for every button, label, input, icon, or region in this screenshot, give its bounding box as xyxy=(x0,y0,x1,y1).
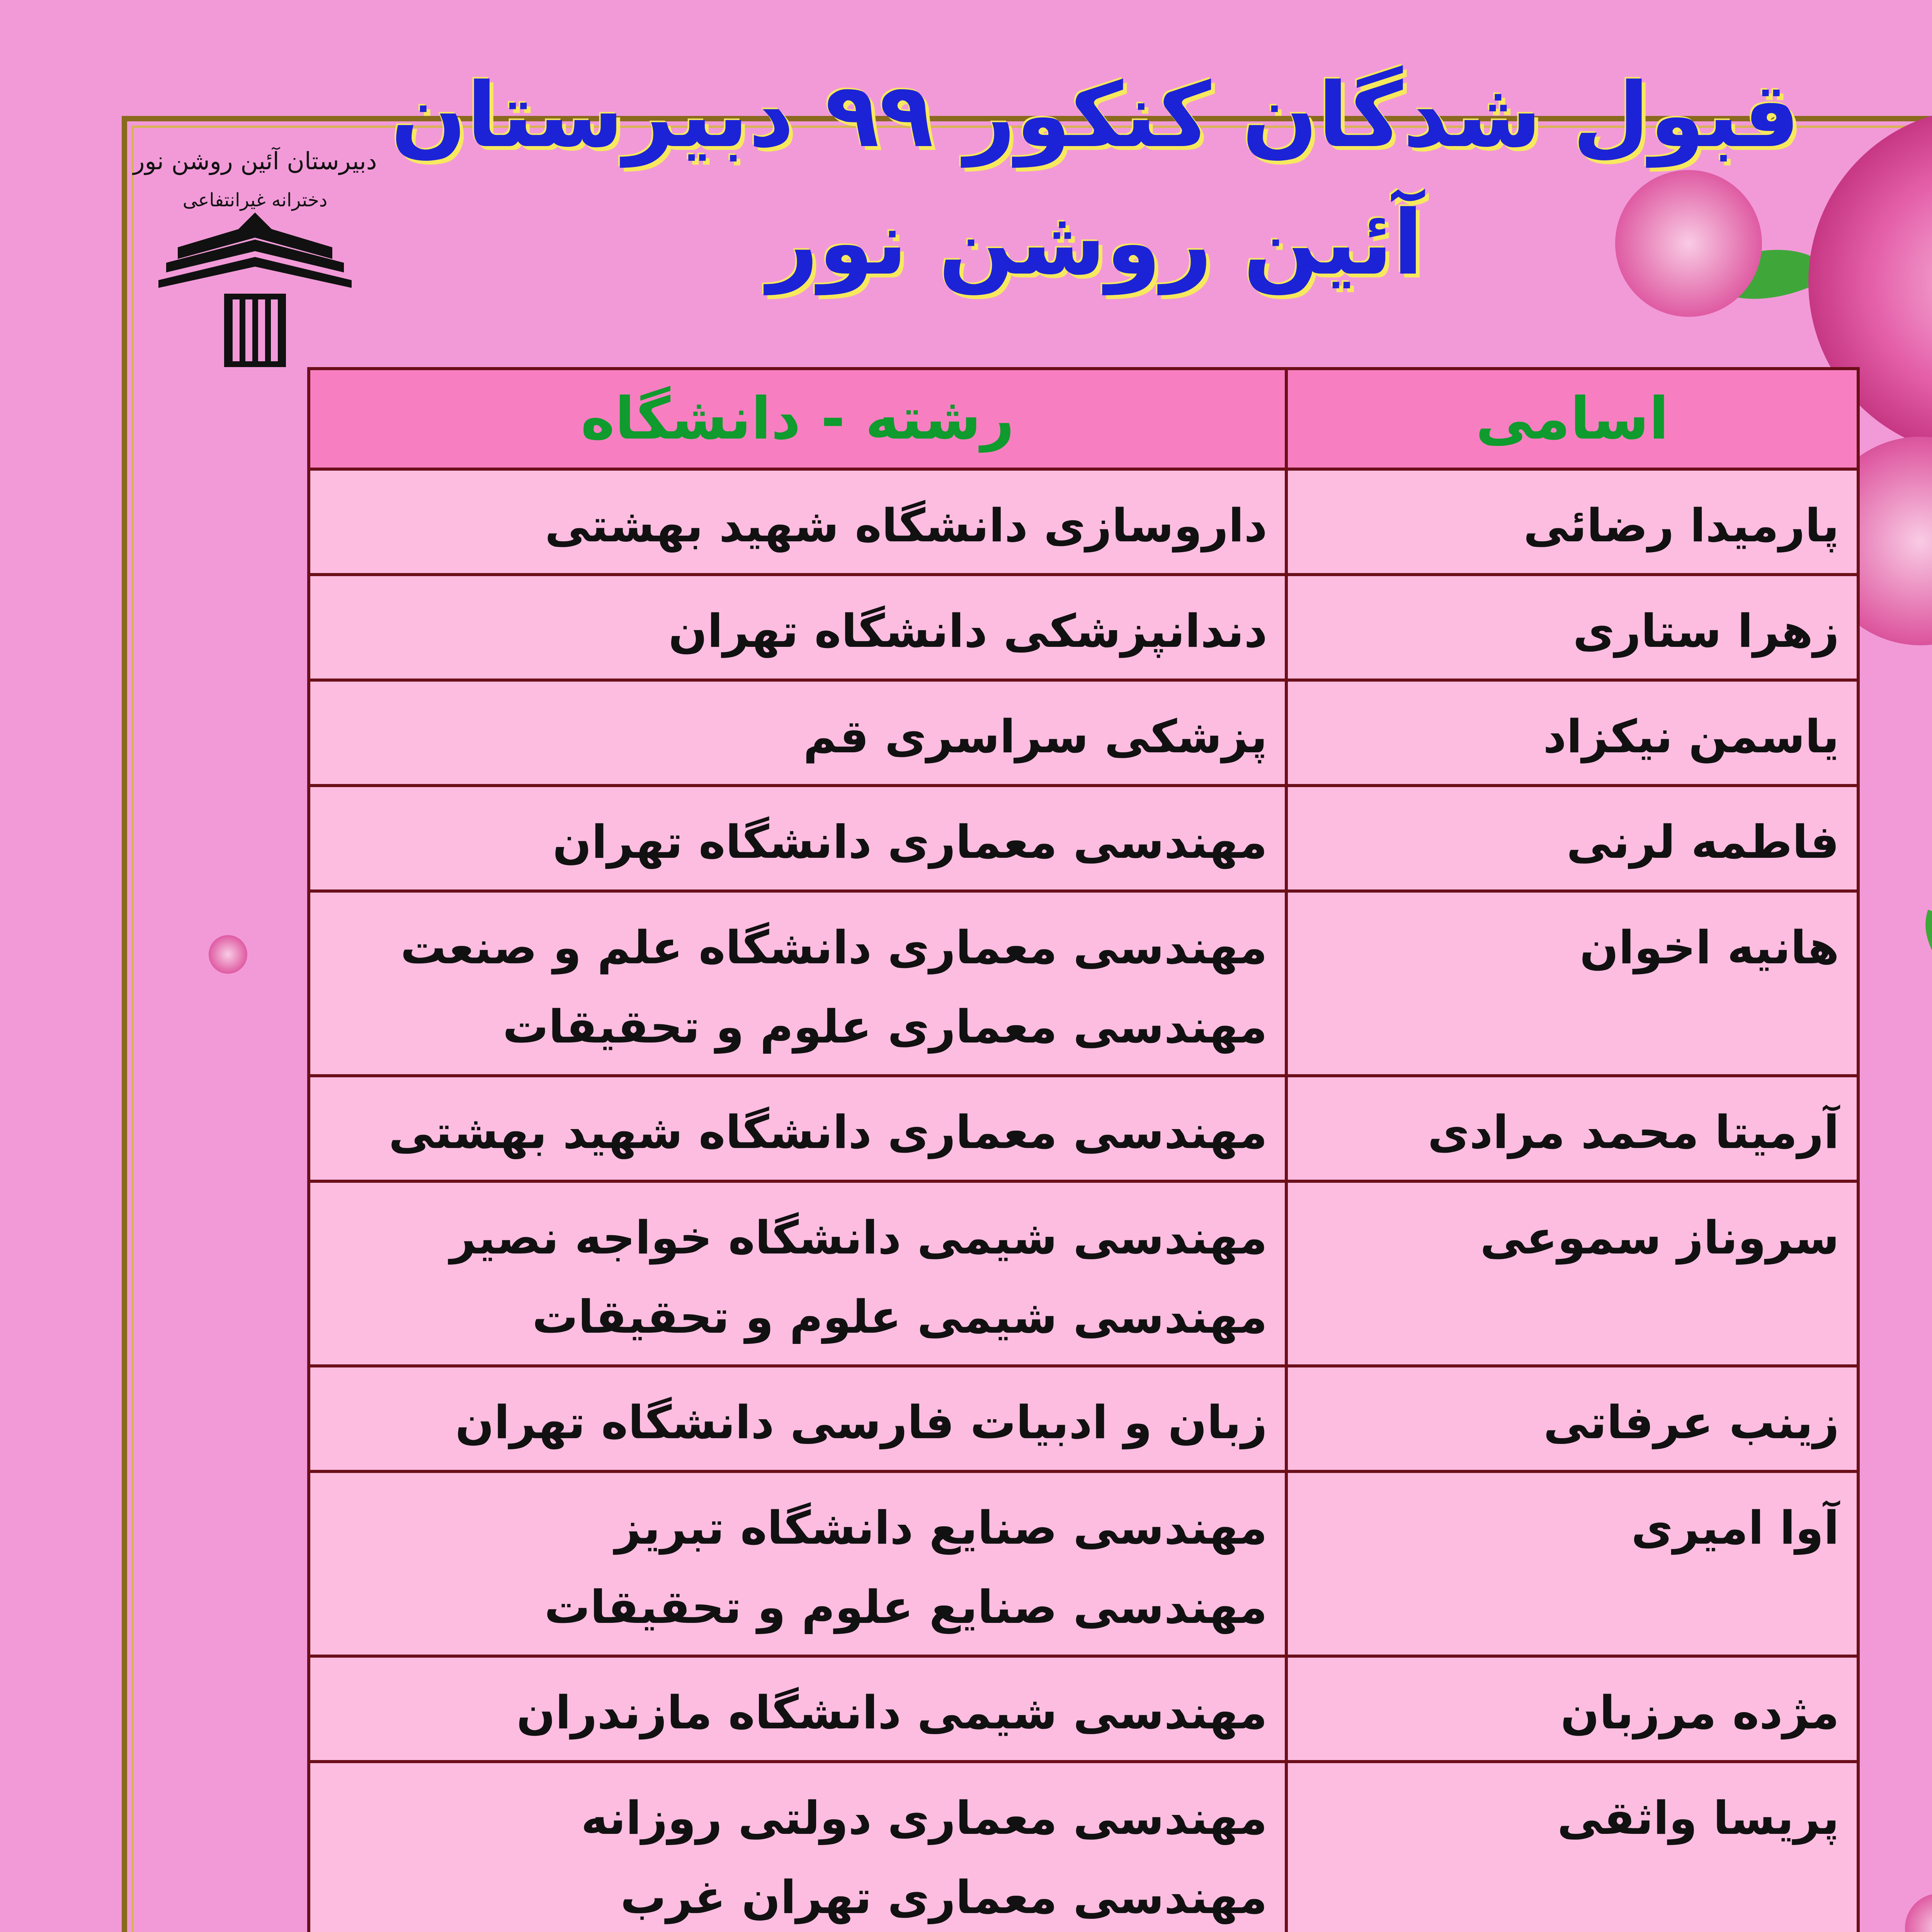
field-university-cell xyxy=(309,786,1286,891)
field-university-cell xyxy=(309,1471,1286,1656)
field-university: مهندسی شیمی علوم و تحقیقات xyxy=(532,1290,1267,1344)
field-university-cell xyxy=(309,680,1286,786)
table-row xyxy=(309,1181,1858,1366)
field-university: مهندسی صنایع دانشگاه تبریز xyxy=(615,1501,1267,1554)
student-name: هانیه اخوان xyxy=(1286,891,1858,1076)
page-title: قبول شدگان کنکور ۹۹ دبیرستان xyxy=(391,64,1800,167)
field-university-cell xyxy=(309,575,1286,680)
table-row xyxy=(309,786,1858,891)
logo-school-name: دبیرستان آئین روشن نور xyxy=(133,147,377,175)
field-university-cell xyxy=(309,1762,1286,1932)
field-university: پزشکی سراسری قم xyxy=(803,710,1267,763)
field-university: مهندسی معماری علوم و تحقیقات xyxy=(502,1000,1267,1053)
student-name: سروناز سموعی xyxy=(1286,1181,1858,1366)
field-university-cell xyxy=(309,469,1286,575)
table-row xyxy=(309,1366,1858,1471)
student-name: زینب عرفاتی xyxy=(1286,1366,1858,1471)
field-university-cell xyxy=(309,1076,1286,1181)
field-university-cell xyxy=(309,1656,1286,1762)
field-university: مهندسی شیمی دانشگاه خواجه نصیر xyxy=(450,1211,1267,1264)
student-name: زهرا ستاری xyxy=(1286,575,1858,680)
table-row xyxy=(309,1471,1858,1656)
admissions-table xyxy=(307,367,1860,1932)
field-university: مهندسی معماری تهران غرب xyxy=(620,1871,1267,1924)
table-row xyxy=(309,1762,1858,1932)
student-name: آوا امیری xyxy=(1286,1471,1858,1656)
field-university: مهندسی صنایع علوم و تحقیقات xyxy=(544,1580,1267,1634)
table-header-row xyxy=(309,369,1858,469)
field-university: زبان و ادبیات فارسی دانشگاه تهران xyxy=(455,1396,1267,1449)
field-university: داروسازی دانشگاه شهید بهشتی xyxy=(544,499,1267,552)
field-university-cell xyxy=(309,1366,1286,1471)
table-row xyxy=(309,575,1858,680)
rose-bud-left xyxy=(209,935,247,974)
field-university-cell xyxy=(309,1181,1286,1366)
field-university: مهندسی معماری دانشگاه شهید بهشتی xyxy=(388,1105,1267,1159)
table-row xyxy=(309,1076,1858,1181)
table-row xyxy=(309,680,1858,786)
field-university: دندانپزشکی دانشگاه تهران xyxy=(668,604,1267,658)
logo-subtitle: دخترانه غیرانتفاعی xyxy=(182,189,328,211)
field-university: مهندسی شیمی دانشگاه مازندران xyxy=(516,1686,1267,1739)
field-university-cell xyxy=(309,891,1286,1076)
header-field-university: رشته - دانشگاه xyxy=(309,369,1286,469)
student-name: مژده مرزبان xyxy=(1286,1656,1858,1762)
student-name: آرمیتا محمد مرادی xyxy=(1286,1076,1858,1181)
student-name: پارمیدا رضائی xyxy=(1286,469,1858,575)
header-names: اسامی xyxy=(1286,369,1858,469)
table-row xyxy=(309,891,1858,1076)
field-university: مهندسی معماری دولتی روزانه xyxy=(581,1791,1267,1845)
student-name: فاطمه لرنی xyxy=(1286,786,1858,891)
student-name: یاسمن نیکزاد xyxy=(1286,680,1858,786)
table-row xyxy=(309,1656,1858,1762)
student-name: پریسا واثقی xyxy=(1286,1762,1858,1932)
field-university: مهندسی معماری دانشگاه تهران xyxy=(553,815,1267,869)
table-row xyxy=(309,469,1858,575)
school-name-title: آئین روشن نور xyxy=(767,192,1423,295)
field-university: مهندسی معماری دانشگاه علم و صنعت xyxy=(400,921,1267,974)
